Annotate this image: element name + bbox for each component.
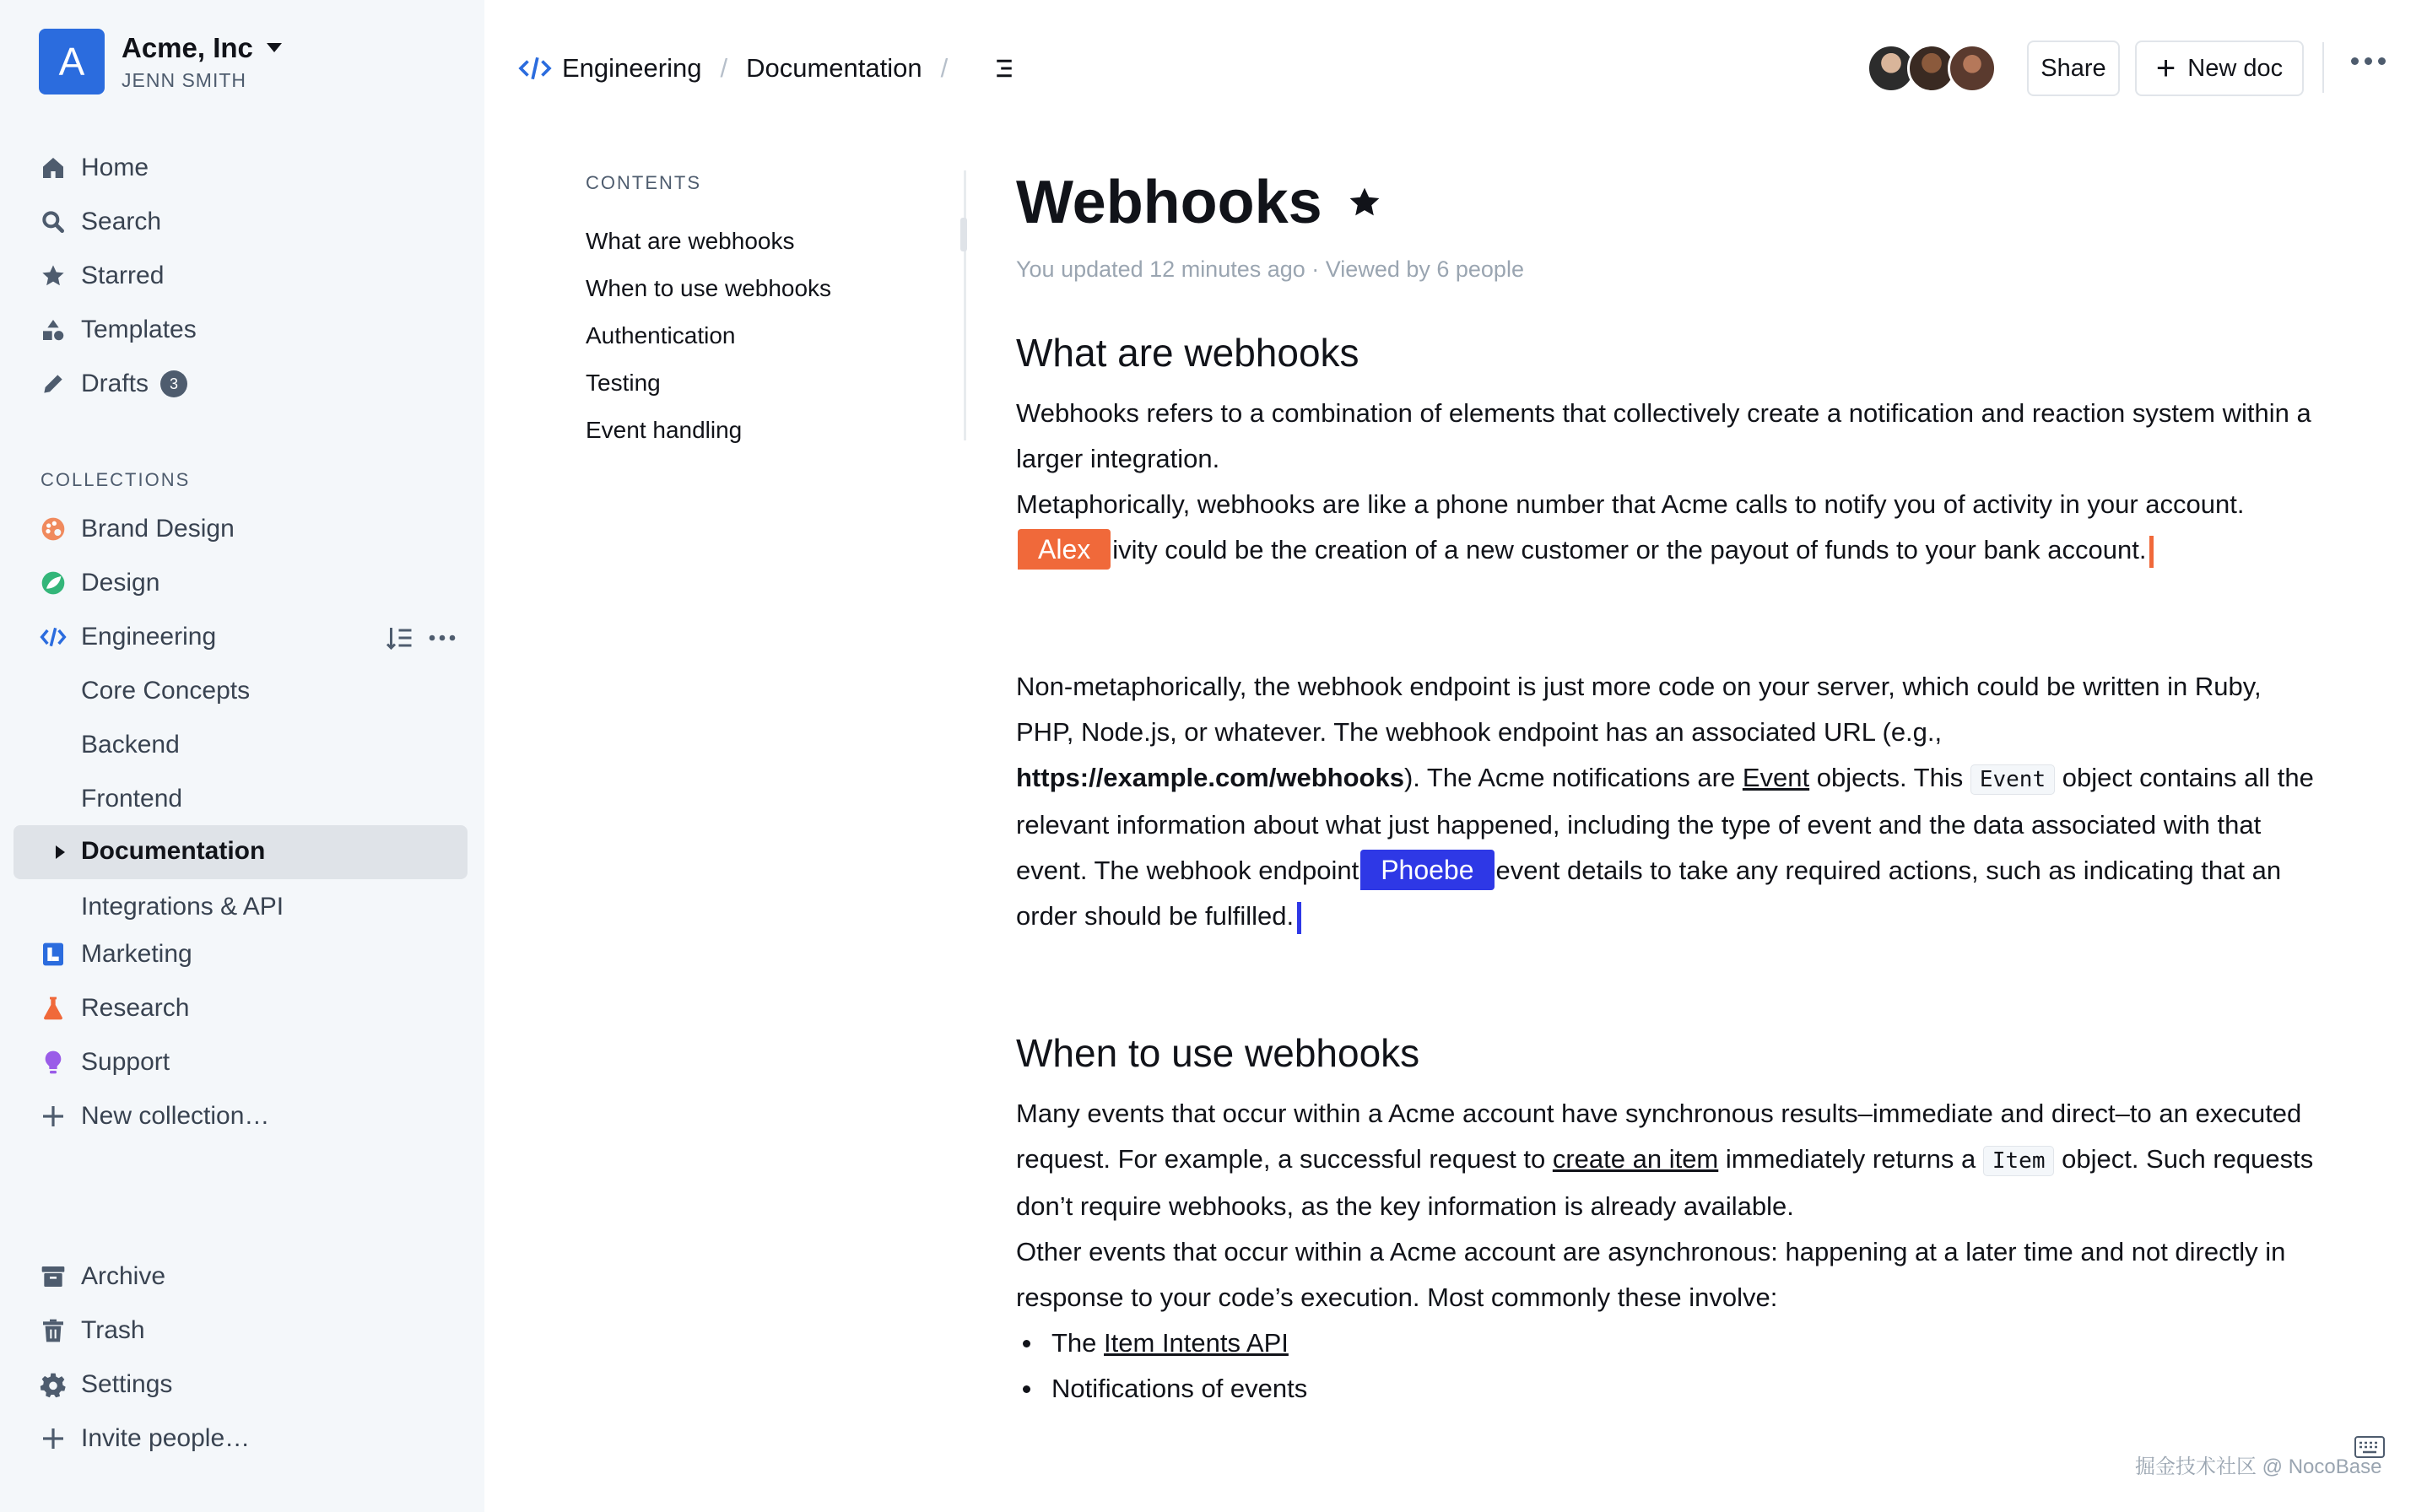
sidebar-item-drafts[interactable]: Drafts 3 xyxy=(39,363,187,405)
paragraph: Metaphorically, webhooks are like a phone number that Acme calls to notify you of activity in your account.Alex ivity could be the creation of a new customer or the payout of funds to your bank account. xyxy=(1016,482,2316,573)
new-doc-button[interactable]: + New doc xyxy=(2135,40,2304,96)
watermark: 掘金技术社区 @ NocoBase xyxy=(2135,1455,2382,1478)
sidebar-item-settings[interactable]: Settings xyxy=(39,1364,172,1406)
table-of-contents-icon[interactable] xyxy=(992,56,1017,81)
sidebar-item-starred[interactable]: Starred xyxy=(39,255,164,297)
sidebar-item-home[interactable]: Home xyxy=(39,147,149,189)
sidebar-item-templates[interactable]: Templates xyxy=(39,309,197,351)
paragraph: Other events that occur within a Acme account are asynchronous: happening at a later time and not directly in response to your code’s execution. Most commonly these involve: xyxy=(1016,1237,2286,1312)
document-editor[interactable] xyxy=(1016,160,2316,1412)
sidebar-doc-core-concepts[interactable]: Core Concepts xyxy=(81,677,251,705)
collaborator-caret xyxy=(2149,536,2154,568)
collection-marketing[interactable]: Marketing xyxy=(39,933,192,975)
contents-link-when-to-use[interactable]: When to use webhooks xyxy=(586,275,832,301)
beaker-icon xyxy=(39,994,68,1023)
collection-support[interactable]: Support xyxy=(39,1041,170,1083)
plus-icon xyxy=(39,1102,68,1131)
share-button[interactable]: Share xyxy=(2027,40,2120,96)
code-icon xyxy=(39,623,68,651)
palette-icon xyxy=(39,515,68,543)
document-title[interactable]: Webhooks xyxy=(1016,169,1322,236)
collaborator-cursor-label: Alex xyxy=(1018,529,1111,570)
collaborator-caret xyxy=(1297,902,1301,934)
search-icon xyxy=(39,208,68,236)
avatar[interactable] xyxy=(1948,44,1997,93)
more-options-icon[interactable] xyxy=(427,623,457,657)
contents-heading: CONTENTS xyxy=(586,172,701,193)
contents-link-testing[interactable]: Testing xyxy=(586,370,661,396)
plus-icon xyxy=(39,1424,68,1453)
breadcrumb-separator: / xyxy=(940,53,949,83)
star-icon[interactable] xyxy=(1346,184,1383,221)
user-name: JENN SMITH xyxy=(122,68,246,91)
inline-code: Item xyxy=(1983,1146,2055,1176)
breadcrumb xyxy=(518,47,1017,89)
paragraph: Non-metaphorically, the webhook endpoint is just more code on your server, which could be written in Ruby, PHP, Node.js, or whatever. The webhook endpoint has an associated URL (e.g., https://example.com/webhooks). The Acme notifications are Event objects. This Event object contains all the relevant information about what just happened, including the type of event and the data associated with that event. The webhook endpoint Phoebe event details to take any required actions, such as indicating that an order should be fulfilled. xyxy=(1016,664,2316,939)
code-icon xyxy=(518,54,552,83)
contents-link-what-are-webhooks[interactable]: What are webhooks xyxy=(586,228,795,254)
drafts-count-badge: 3 xyxy=(160,370,187,397)
contents-link-event-handling[interactable]: Event handling xyxy=(586,417,743,443)
sidebar-doc-documentation[interactable]: Documentation xyxy=(14,825,468,879)
header-divider xyxy=(2322,42,2324,93)
leaf-icon xyxy=(39,569,68,597)
create-item-link[interactable]: create an item xyxy=(1552,1144,1719,1174)
sidebar-doc-backend[interactable]: Backend xyxy=(81,731,180,759)
breadcrumb-document[interactable]: Documentation xyxy=(746,53,922,83)
sidebar-doc-frontend[interactable]: Frontend xyxy=(81,785,183,813)
more-menu-icon[interactable] xyxy=(2351,57,2386,65)
collection-research[interactable]: Research xyxy=(39,987,189,1029)
breadcrumb-collection[interactable]: Engineering xyxy=(562,53,702,83)
star-icon xyxy=(39,262,68,290)
collection-brand-design[interactable]: Brand Design xyxy=(39,508,235,550)
lightbulb-icon xyxy=(39,1048,68,1077)
sidebar-item-archive[interactable]: Archive xyxy=(39,1256,165,1298)
new-collection-button[interactable]: New collection… xyxy=(39,1095,269,1137)
sort-icon[interactable] xyxy=(385,623,415,657)
gear-icon xyxy=(39,1370,68,1399)
breadcrumb-separator: / xyxy=(720,53,728,83)
list-item: The Item Intents API xyxy=(1016,1320,2316,1366)
collaborator-avatars[interactable] xyxy=(1875,44,1997,93)
shapes-icon xyxy=(39,316,68,344)
contents-position-indicator xyxy=(960,218,967,251)
table-of-contents xyxy=(586,172,965,454)
sidebar-item-trash[interactable]: Trash xyxy=(39,1310,145,1352)
paragraph: Webhooks refers to a combination of elements that collectively create a notification and reaction system within a larger integration. xyxy=(1016,398,2311,473)
archive-icon xyxy=(39,1262,68,1291)
collaborator-cursor-label: Phoebe xyxy=(1360,850,1494,890)
collections-heading: COLLECTIONS xyxy=(41,469,191,490)
paragraph: Many events that occur within a Acme account have synchronous results–immediate and direct–to an executed request. For example, a successful request to create an item immediately returns a Item object. Such requests don’t require webhooks, as the key information is already available. xyxy=(1016,1099,2314,1221)
sidebar-doc-integrations-api[interactable]: Integrations & API xyxy=(81,893,284,921)
heading-what-are-webhooks: What are webhooks xyxy=(1016,331,1359,375)
heading-when-to-use-webhooks: When to use webhooks xyxy=(1016,1031,1420,1075)
invite-people-button[interactable]: Invite people… xyxy=(39,1418,250,1460)
bullet-list xyxy=(1016,1320,2316,1412)
contents-divider xyxy=(964,170,966,440)
document-meta: You updated 12 minutes ago · Viewed by 6 people xyxy=(1016,256,1524,282)
event-link[interactable]: Event xyxy=(1742,763,1810,792)
sidebar xyxy=(0,0,484,1512)
pencil-icon xyxy=(39,370,68,398)
plus-icon: + xyxy=(2155,50,2176,87)
marketing-icon xyxy=(39,940,68,969)
team-logo: A xyxy=(39,29,105,94)
sidebar-item-search[interactable]: Search xyxy=(39,201,161,243)
team-name: Acme, Inc xyxy=(122,31,253,63)
list-item: Notifications of events xyxy=(1016,1366,2316,1412)
contents-link-authentication[interactable]: Authentication xyxy=(586,322,736,348)
caret-down-icon xyxy=(267,43,282,52)
disclosure-triangle-icon[interactable] xyxy=(56,845,65,859)
collection-design[interactable]: Design xyxy=(39,562,159,604)
collection-engineering[interactable]: Engineering xyxy=(39,616,216,658)
inline-code: Event xyxy=(1970,764,2055,795)
trash-icon xyxy=(39,1316,68,1345)
item-intents-api-link[interactable]: Item Intents API xyxy=(1104,1328,1289,1358)
home-icon xyxy=(39,154,68,182)
team-switcher[interactable] xyxy=(39,29,282,94)
